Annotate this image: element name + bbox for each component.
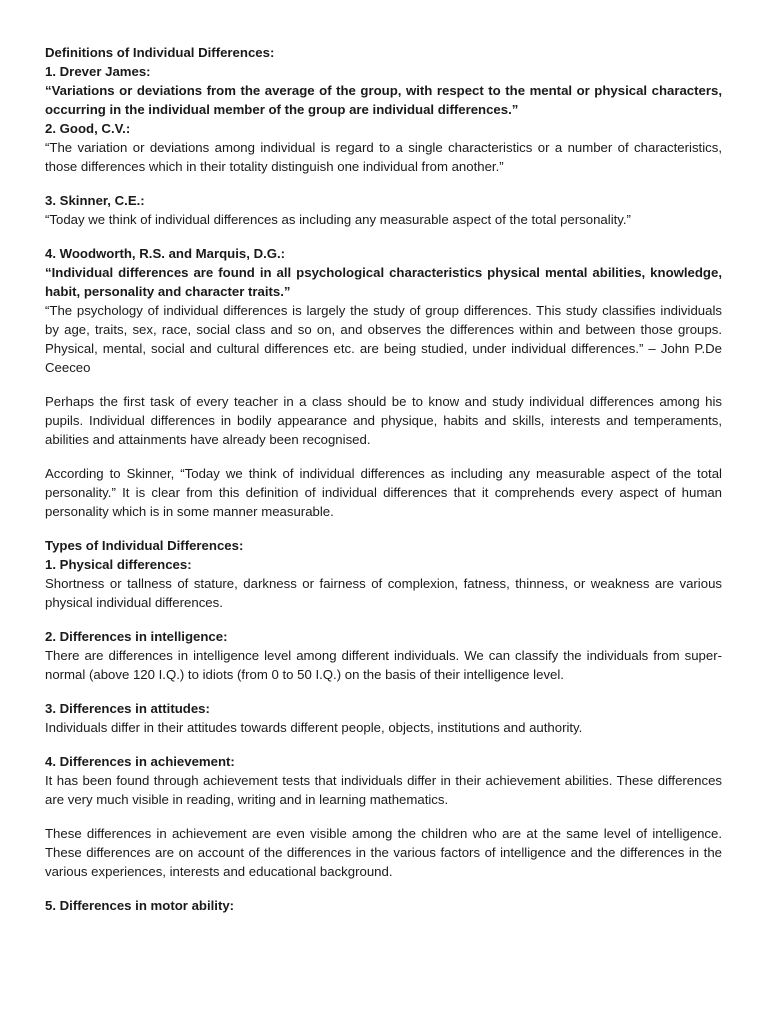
- paragraph-skinner: According to Skinner, “Today we think of individual differences as including any measurable aspect of the total personality.” It is clear from this definition of individual differences that it comprehends every aspect of human personality which is in some manner measurable.: [45, 466, 722, 519]
- type-text-attitudes: Individuals differ in their attitudes towards different people, objects, institutions and authority.: [45, 720, 583, 735]
- definition-heading-drever: 1. Drever James:: [45, 64, 151, 79]
- definition-heading-woodworth: 4. Woodworth, R.S. and Marquis, D.G.:: [45, 246, 286, 261]
- definition-quote-skinner: “Today we think of individual differences as including any measurable aspect of the total personality.”: [45, 212, 631, 227]
- document-page: [45, 43, 722, 915]
- type-heading-physical: 1. Physical differences:: [45, 557, 192, 572]
- type-heading-achievement: 4. Differences in achievement:: [45, 754, 235, 769]
- definition-quote-woodworth: “The psychology of individual differences is largely the study of group differences. This study classifies individuals by age, traits, sex, race, social class and so on, and observes the differences within and between those groups. Physical, mental, social and cultural differences etc. are being studied, under individual differences.” – John P.De Ceeceo: [45, 303, 722, 375]
- definition-heading-good: 2. Good, C.V.:: [45, 121, 131, 136]
- section-title-types: Types of Individual Differences:: [45, 538, 244, 553]
- definition-quote-good: “The variation or deviations among individual is regard to a single characteristics or a number of characteristics, those differences which in their totality distinguish one individual from another.”: [45, 140, 722, 174]
- definition-heading-skinner: 3. Skinner, C.E.:: [45, 193, 145, 208]
- definition-quote-drever: “Variations or deviations from the average of the group, with respect to the mental or physical characters, occurring in the individual member of the group are individual differences.”: [45, 83, 722, 117]
- paragraph-teacher-task: Perhaps the first task of every teacher in a class should be to know and study individual differences among his pupils. Individual differences in bodily appearance and physique, habits and skills, interests and temperaments, abilities and attainments have already been recognised.: [45, 394, 722, 447]
- section-title-definitions: Definitions of Individual Differences:: [45, 45, 275, 60]
- type-heading-motor-ability: 5. Differences in motor ability:: [45, 898, 235, 913]
- type-text-intelligence: There are differences in intelligence level among different individuals. We can classify the individuals from super-normal (above 120 I.Q.) to idiots (from 0 to 50 I.Q.) on the basis of their intelligence level.: [45, 648, 722, 682]
- type-text-physical: Shortness or tallness of stature, darkness or fairness of complexion, fatness, thinness, or weakness are various physical individual differences.: [45, 576, 722, 610]
- type-heading-attitudes: 3. Differences in attitudes:: [45, 701, 210, 716]
- type-text-achievement: It has been found through achievement tests that individuals differ in their achievement abilities. These differences are very much visible in reading, writing and in learning mathematics.: [45, 773, 722, 807]
- definition-quote-woodworth-bold: “Individual differences are found in all psychological characteristics physical mental abilities, knowledge, habit, personality and character traits.”: [45, 265, 722, 299]
- type-heading-intelligence: 2. Differences in intelligence:: [45, 629, 228, 644]
- type-text-achievement-2: These differences in achievement are even visible among the children who are at the same level of intelligence. These differences are on account of the differences in the various factors of intelligence and the differences in the various experiences, interests and educational background.: [45, 826, 722, 879]
